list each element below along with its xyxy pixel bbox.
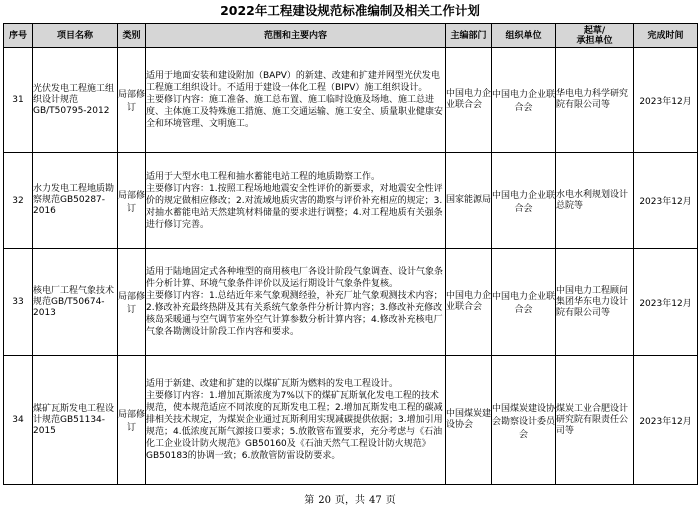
cell-dept: 国家能源局 [446, 153, 492, 249]
cell-no: 33 [4, 249, 33, 356]
cell-category: 局部修订 [118, 356, 146, 485]
cell-no: 31 [4, 48, 33, 153]
cell-drafter: 中国电力工程顾问集团华东电力设计院有限公司等 [556, 249, 634, 356]
cell-org: 中国电力企业联合会 [492, 153, 556, 249]
cell-dept: 中国煤炭建设协会 [446, 356, 492, 485]
footer-page-number: 20 [318, 495, 331, 506]
cell-dept: 中国电力企业联合会 [446, 249, 492, 356]
footer-total-pages: 47 [369, 495, 382, 506]
table-row [4, 48, 698, 153]
cell-drafter: 煤炭工业合肥设计研究院有限责任公司等 [556, 356, 634, 485]
cell-org: 中国电力企业联合会 [492, 48, 556, 153]
cell-category: 局部修订 [118, 153, 146, 249]
header-name: 项目名称 [33, 24, 118, 48]
page-footer [0, 491, 700, 506]
cell-drafter: 华电电力科学研究院有限公司等 [556, 48, 634, 153]
cell-org: 中国煤炭建设协会勘察设计委员会 [492, 356, 556, 485]
cell-name: 光伏发电工程施工组织设计规范GB/T50795-2012 [33, 48, 118, 153]
header-deadline: 完成时间 [634, 24, 698, 48]
table-header-row [4, 24, 698, 48]
cell-category: 局部修订 [118, 48, 146, 153]
header-drafter [556, 24, 634, 48]
cell-no: 32 [4, 153, 33, 249]
footer-suffix: 页 [385, 495, 396, 506]
cell-deadline: 2023年12月 [634, 153, 698, 249]
cell-name: 水力发电工程地质勘察规范GB50287-2016 [33, 153, 118, 249]
header-category: 类别 [118, 24, 146, 48]
cell-scope: 适用于地面安装和建设附加（BAPV）的新建、改建和扩建并网型光伏发电工程施工组织设计。不适用于建设一体化工程（BIPV）施工组织设计。 主要修订内容：施工准备、施工总布置、施工临时设施及场地、施工总进度、主体施工及特殊施工措施、施工交通运输、施工安全、质量职业健康安全和环境管理、文明施工。 [146, 48, 446, 153]
cell-deadline: 2023年12月 [634, 356, 698, 485]
header-scope: 范围和主要内容 [146, 24, 446, 48]
header-drafter-line1: 起草/ [583, 25, 606, 36]
cell-scope: 适用于大型水电工程和抽水蓄能电站工程的地质勘察工作。 主要修订内容：1.按照工程场地地震安全性评价的新要求，对地震安全性评价的规定做相应修改；2.对流域地质灾害的勘察与评价补充相应的规定；3.对抽水蓄能电站天然建筑材料储量的要求进行调整；4.对工程地质有关强条进行修订完善。 [146, 153, 446, 249]
cell-drafter: 水电水利规划设计总院等 [556, 153, 634, 249]
header-org: 组织单位 [492, 24, 556, 48]
table-row [4, 153, 698, 249]
cell-scope: 适用于陆地固定式各种堆型的商用核电厂各设计阶段气象调查、设计气象条件分析计算、环境气象条件评价以及运行期设计气象条件复核。 主要修订内容：1.总结近年来气象观测经验，补充厂址气象观测技术内容；2.修改补充最终热阱及其有关系统气象条件分析计算内容；3.修改补充修改核岛采暖通与空气调节室外空气计算参数分析计算内容；4.修改补充核电厂气象各勘测设计阶段工作内容和要求。 [146, 249, 446, 356]
table-row [4, 356, 698, 485]
cell-no: 34 [4, 356, 33, 485]
cell-scope: 适用于新建、改建和扩建的以煤矿瓦斯为燃料的发电工程设计。 主要修订内容：1.增加瓦斯浓度为7%以下的煤矿瓦斯氧化发电工程的技术规范，使本规范适应不同浓度的瓦斯发电工程；2.增加瓦斯发电工程的碳减排相关技术规定，为煤炭企业通过瓦斯利用实现减碳提供依据；3.增加引用规范；4.低浓度瓦斯气源接口要求；5.放散管布置要求，充分考虑与《石油化工企业设计防火规范》GB50160及《石油天然气工程设计防火规范》GB50183的协调一致；6.放散管防雷设防要求。 [146, 356, 446, 485]
header-dept: 主编部门 [446, 24, 492, 48]
cell-org: 中国电力企业联合会 [492, 249, 556, 356]
footer-mid: 页，共 [335, 495, 365, 506]
cell-deadline: 2023年12月 [634, 48, 698, 153]
cell-deadline: 2023年12月 [634, 249, 698, 356]
header-no: 序号 [4, 24, 33, 48]
footer-prefix: 第 [304, 495, 315, 506]
plan-table [3, 23, 698, 485]
cell-category: 局部修订 [118, 249, 146, 356]
cell-name: 核电厂工程气象技术规范GB/T50674-2013 [33, 249, 118, 356]
cell-dept: 中国电力企业联合会 [446, 48, 492, 153]
header-drafter-line2: 承担单位 [576, 35, 613, 46]
table-row [4, 249, 698, 356]
cell-name: 煤矿瓦斯发电工程设计规范GB51134-2015 [33, 356, 118, 485]
page-title: 2022年工程建设规范标准编制及相关工作计划 [220, 3, 480, 18]
